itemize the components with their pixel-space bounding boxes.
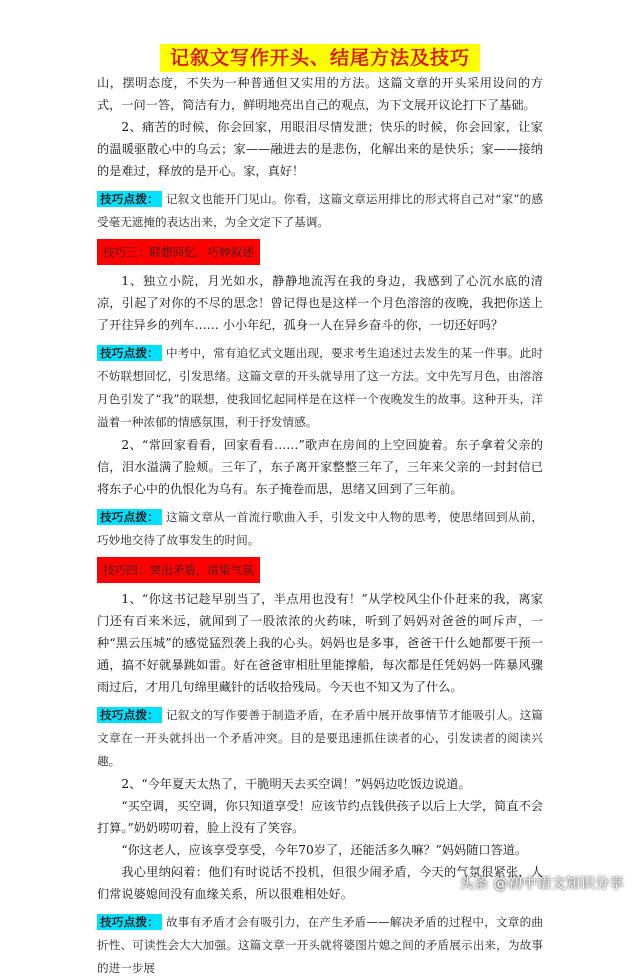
- section-heading-3: 技巧三：联想回忆，巧妙叙述: [97, 239, 260, 265]
- article-body: [97, 72, 543, 980]
- tip-paragraph: [97, 704, 543, 773]
- example-paragraph: 我心里纳闷着：他们有时说话不投机，但很少闹矛盾，今天的气氛很紧张，人们常说婆媳间没有血缘关系，所以很难相处好。: [97, 865, 543, 901]
- title-wrap: [0, 44, 640, 72]
- tip-paragraph: [97, 506, 543, 552]
- tip-label: 技巧点拨：: [97, 914, 162, 930]
- watermark: 头条 @初中语文知识分享: [459, 876, 624, 892]
- tip-paragraph: [97, 342, 543, 434]
- tip-text: 故事有矛盾才会有吸引力，在产生矛盾——解决矛盾的过程中，文章的曲折性、可读性会大大加强。这篇文章一开头就将婆图片媳之间的矛盾展示出来，为故事的进一步展: [97, 915, 543, 975]
- tip-text: 中考中，常有追忆式文题出现，要求考生追述过去发生的某一件事。此时不妨联想回忆，引发思绪。这篇文章的开头就导用了这一方法。文中先写月色，由溶溶月色引发了“我”的联想，使我回忆起同样是在这样一个夜晚发生的故事。这种开头，洋溢着一种浓郁的情感氛围，利于抒发情感。: [97, 346, 543, 429]
- tip-text: 记叙文也能开门见山。你看，这篇文章运用排比的形式将自己对“家”的感受毫无遮掩的表达出来，为全文定下了基调。: [97, 192, 543, 229]
- tip-paragraph: [97, 188, 543, 234]
- tip-label: 技巧点拨：: [97, 345, 162, 361]
- intro-paragraph: 山，摆明态度，不失为一种普通但又实用的方法。这篇文章的开头采用设问的方式，一问一答，简洁有力，鲜明地亮出自己的观点，为下文展开议论打下了基础。: [97, 76, 543, 112]
- example-paragraph: 2、痛苦的时候，你会回家，用眼泪尽情发泄；快乐的时候，你会回家，让家的温暖驱散心中的乌云；家——融进去的是悲伤，化解出来的是快乐；家——接纳的是难过，释放的是开心。家，真好！: [97, 120, 543, 178]
- example-paragraph: “买空调，买空调，你只知道享受！应该节约点钱供孩子以后上大学，简直不会打算。”奶奶唠叨着，脸上没有了笑容。: [97, 799, 543, 835]
- tip-text: 记叙文的写作要善于制造矛盾，在矛盾中展开故事情节才能吸引人。这篇文章在一开头就抖出一个矛盾冲突。目的是要迅速抓住读者的心，引发读者的阅读兴趣。: [97, 708, 543, 768]
- tip-text: 这篇文章从一首流行歌曲入手，引发文中人物的思考，使思绪回到从前，巧妙地交待了故事发生的时间。: [97, 510, 543, 547]
- tip-label: 技巧点拨：: [97, 707, 162, 723]
- example-paragraph: “你这老人，应该享受享受，今年70岁了，还能活多久嘛？”妈妈随口答道。: [121, 843, 528, 857]
- tip-paragraph: [97, 911, 543, 980]
- tip-label: 技巧点拨：: [97, 191, 162, 207]
- example-paragraph: 1、独立小院，月光如水，静静地流泻在我的身边，我感到了心沉水底的清凉，引起了对你的不尽的思念！曾记得也是这样一个月色溶溶的夜晚，我把你送上了开往异乡的列车…… 小小年纪，孤身一人在异乡奋斗的你，一切还好吗？: [97, 274, 543, 332]
- tip-label: 技巧点拨：: [97, 509, 162, 525]
- example-paragraph: 2、“常回家看看，回家看看……”歌声在房间的上空回旋着。东子拿着父亲的信，泪水溢满了脸颊。三年了，东子离开家整整三年了，三年来父亲的一封封信已将东子心中的仇恨化为乌有。东子掩卷而思，思绪又回到了三年前。: [97, 438, 543, 496]
- example-paragraph: 1、“你这书记趁早别当了，半点用也没有！”从学校风尘仆仆赶来的我，离家门还有百来米远，就闻到了一股浓浓的火药味，听到了妈妈对爸爸的呵斥声，一种“黑云压城”的感觉猛烈袭上我的心头。妈妈也是多事，爸爸干什么她都要干预一通，搞不好就暴跳如雷。好在爸爸审相肚里能撑船，每次都是任凭妈妈一阵暴风骤雨过后，才用几句绵里藏针的话收拾残局。今天也不知又为了什么。: [97, 592, 543, 694]
- section-heading-4: 技巧四：突出矛盾，渲染气氛: [97, 557, 260, 583]
- page-title: 记叙文写作开头、结尾方法及技巧: [160, 44, 480, 72]
- example-paragraph: 2、“今年夏天太热了，干脆明天去买空调！”妈妈边吃饭边说道。: [121, 777, 471, 791]
